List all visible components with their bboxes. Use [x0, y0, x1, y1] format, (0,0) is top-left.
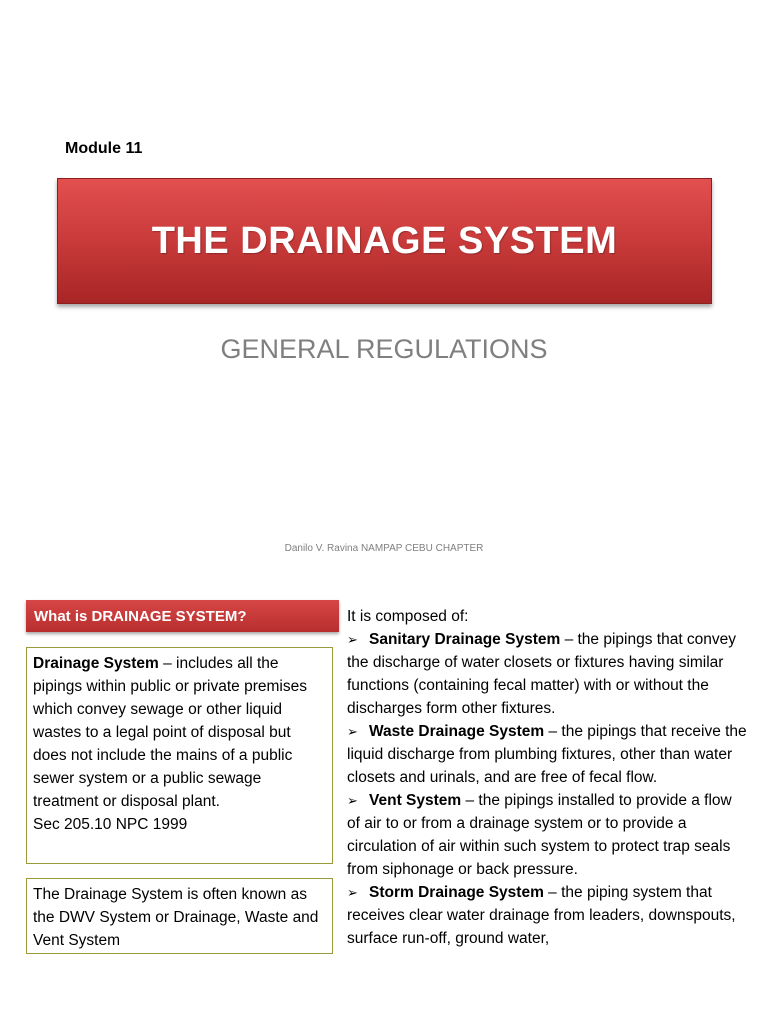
title-banner — [57, 178, 712, 304]
page-title: THE DRAINAGE SYSTEM — [151, 219, 618, 262]
list-item-term: Waste Drainage System — [369, 723, 545, 740]
list-item-text: – the pipings that convey the discharge of water closets or fixtures having similar functions (containing fecal matter) with or without the discharges form other fixtures. — [347, 631, 737, 717]
list-item-term: Storm Drainage System — [369, 884, 544, 901]
list-item — [347, 628, 747, 720]
list-item-term: Vent System — [369, 792, 462, 809]
list-item — [347, 720, 747, 789]
composition-list — [347, 605, 747, 950]
author-credit: Danilo V. Ravina NAMPAP CEBU CHAPTER — [284, 543, 484, 554]
arrow-bullet-icon: ➢ — [347, 793, 358, 808]
list-item-text: – the pipings installed to provide a flow of air to or from a drainage system or to provide a circulation of air within such system to protect trap seals from siphonage or back pressure. — [347, 792, 732, 878]
definition-text: – includes all the pipings within public or private premises which convey sewage or other liquid wastes to a legal point of disposal but does not include the mains of a public sewer system or a public sewage treatment or disposal plant. — [33, 655, 307, 810]
section-header-label: What is DRAINAGE SYSTEM? — [34, 607, 247, 625]
subtitle: GENERAL REGULATIONS — [220, 334, 548, 364]
module-label: Module 11 — [65, 140, 143, 157]
list-item — [347, 881, 747, 950]
dwv-note-text: The Drainage System is often known as the DWV System or Drainage, Waste and Vent System — [33, 886, 319, 949]
arrow-bullet-icon: ➢ — [347, 632, 358, 647]
list-item-term: Sanitary Drainage System — [369, 631, 561, 648]
dwv-note-box — [26, 878, 333, 954]
list-item-text: – the pipings that receive the liquid discharge from plumbing fixtures, other than water closets and urinals, and are free of fecal flow. — [347, 723, 747, 786]
slide-definition — [0, 576, 768, 1024]
definition-term: Drainage System — [33, 655, 159, 672]
composition-intro: It is composed of: — [347, 608, 469, 625]
definition-box — [26, 647, 333, 864]
definition-citation: Sec 205.10 NPC 1999 — [33, 816, 188, 833]
arrow-bullet-icon: ➢ — [347, 724, 358, 739]
arrow-bullet-icon: ➢ — [347, 885, 358, 900]
section-header — [26, 600, 339, 632]
list-item — [347, 789, 747, 881]
list-item-text: – the piping system that receives clear water drainage from leaders, downspouts, surface run-off, ground water, — [347, 884, 736, 947]
